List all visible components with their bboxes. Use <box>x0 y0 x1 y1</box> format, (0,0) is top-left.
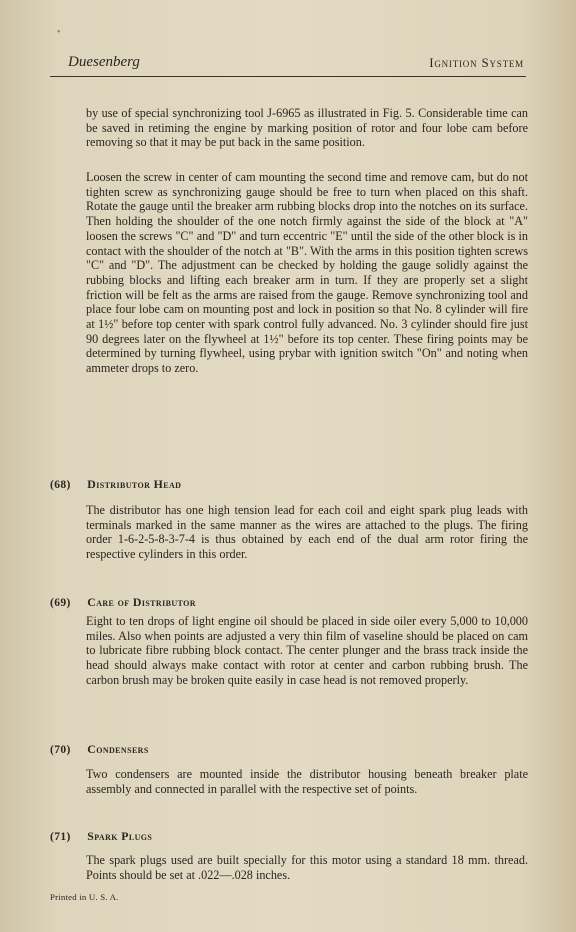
intro-paragraph-2: Loosen the screw in center of cam mounting the second time and remove cam, but do not tighten screw as synchronizing gauge should be free to turn when placed on this shaft. Rotate the gauge until the breaker arm rubbing blocks drop into the notches on its surface. Then holding the shoulder of the one notch firmly against the side of the block at "A" loosen the screws "C" and "D" and turn eccentric "E" until the side of the other block is in contact with the shoulder of the notch at "B". With the arms in this position tighten screws "C" and "D". The adjustment can be checked by holding the gauge solidly against the rubbing blocks and lifting each breaker arm in turn. If they are properly set a slight friction will be felt as the arms are raised from the gauge. Remove synchronizing tool and place four lobe cam on mounting post and lock in position so that No. 8 cylinder will fire at 1½" before top center with spark control fully advanced. No. 3 cylinder should fire just 90 degrees later on the flywheel at 1½" before its top center. These firing points may be determined by turning flywheel, using prybar with ignition switch "On" and noting when ammeter drops to zero. <box>86 170 528 376</box>
section-title: Condensers <box>87 742 149 756</box>
section-number: (71) <box>50 831 71 843</box>
paper-speck: • <box>57 27 61 38</box>
section-number: (68) <box>50 479 71 491</box>
section-heading-71 <box>50 829 510 844</box>
intro-paragraph-1: by use of special synchronizing tool J-6965 as illustrated in Fig. 5. Considerable time can be saved in retiming the engine by marking position of rotor and four lobe cam before removing so that it may be put back in the same position. <box>86 106 528 150</box>
section-paragraph-68: The distributor has one high tension lead for each coil and eight spark plug leads with terminals marked in the same manner as the wires are attached to the plugs. The firing order 1-6-2-5-8-3-7-4 is thus obtained by each end of the dual arm rotor firing the respective cylinders in this order. <box>86 503 528 562</box>
section-heading-70 <box>50 742 510 757</box>
section-paragraph-70: Two condensers are mounted inside the distributor housing beneath breaker plate assembly and connected in parallel with the respective set of points. <box>86 767 528 796</box>
section-title: Care of Distributor <box>87 595 196 609</box>
section-title: Distributor Head <box>87 477 182 491</box>
section-heading-69 <box>50 595 510 610</box>
section-heading-68 <box>50 477 510 492</box>
header-title: Ignition System <box>429 55 524 70</box>
printed-note: Printed in U. S. A. <box>50 892 119 902</box>
section-number: (69) <box>50 597 71 609</box>
section-paragraph-71: The spark plugs used are built specially for this motor using a standard 18 mm. thread. Points should be set at .022—.028 inches. <box>86 853 528 882</box>
section-title: Spark Plugs <box>87 829 153 843</box>
section-paragraph-69: Eight to ten drops of light engine oil should be placed in side oiler every 5,000 to 10,000 miles. Also when points are adjusted a very thin film of vaseline should be placed on cam to lubricate fibre rubbing block contact. The center plunger and the brass track inside the head should always make contact with rotor at center and carbon rubbing brush. The carbon brush may be broken quite easily in case head is not removed properly. <box>86 614 528 687</box>
section-number: (70) <box>50 744 71 756</box>
brand-name: Duesenberg <box>68 54 140 70</box>
page-header <box>50 50 526 77</box>
